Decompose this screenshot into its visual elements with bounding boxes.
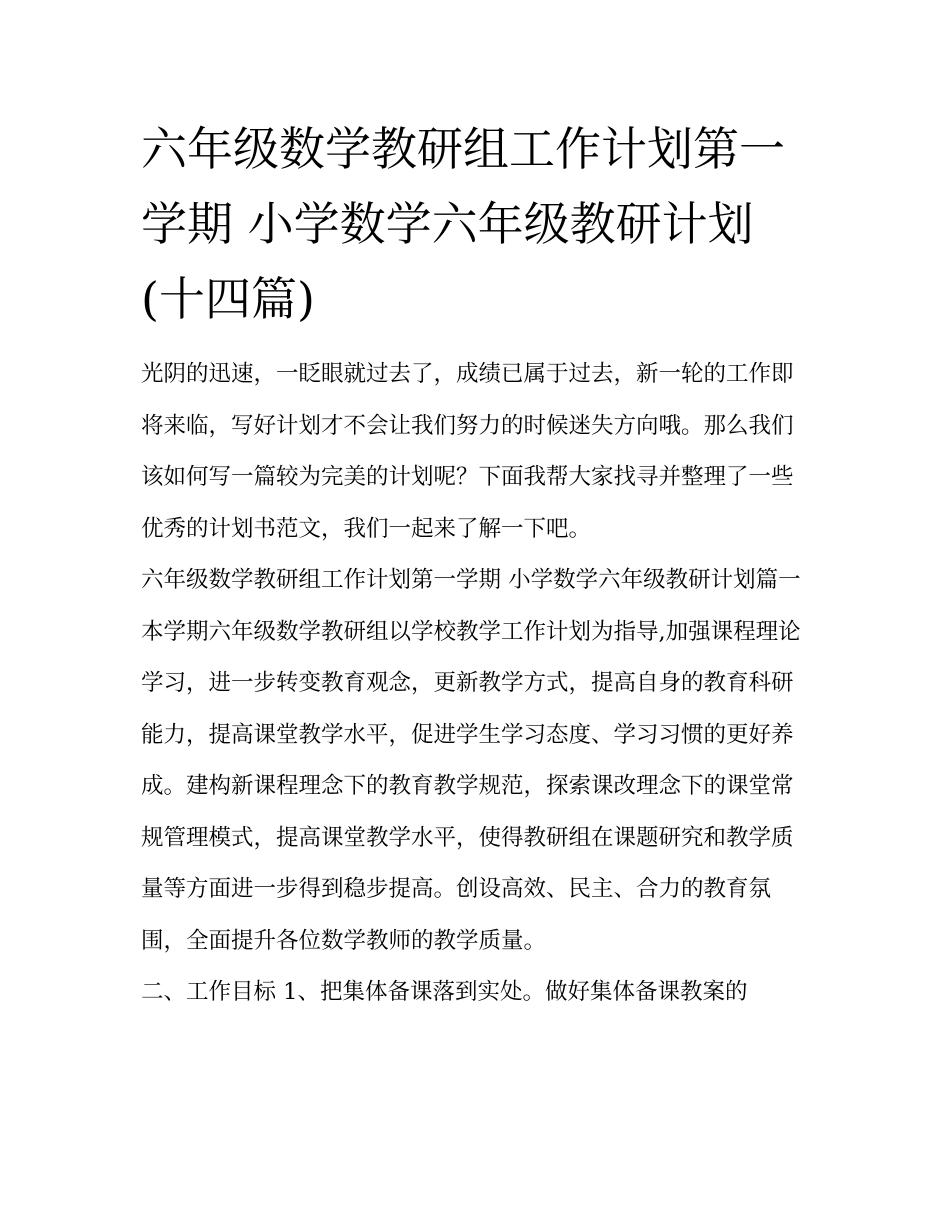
section-heading: 六年级数学教研组工作计划第一学期 小学数学六年级教研计划篇一: [141, 567, 801, 593]
body-paragraph: 本学期六年级数学教研组以学校教学工作计划为指导,加强课程理论学习，进一步转变教育观念，更新教学方式，提高自身的教育科研能力，提高课堂教学水平，促进学生学习态度、学习习惯的更好养成。建构新课程理念下的教育教学规范，探索课改理念下的课堂常规管理模式，提高课堂教学水平，使得教研组在课题研究和教学质量等方面进一步得到稳步提高。创设高效、民主、合力的教育氛围，全面提升各位数学教师的教学质量。: [141, 618, 801, 954]
document-title: 六年级数学教研组工作计划第一学期 小学数学六年级教研计划(十四篇): [141, 122, 785, 326]
document-content: [141, 112, 813, 1019]
goals-paragraph: 二、工作目标 1、把集体备课落到实处。做好集体备课教案的: [141, 979, 748, 1005]
document-body: [141, 349, 813, 1019]
intro-paragraph: 光阴的迅速，一眨眼就过去了，成绩已属于过去，新一轮的工作即将来临，写好计划才不会让我们努力的时候迷失方向哦。那么我们该如何写一篇较为完美的计划呢？下面我帮大家找寻并整理了一些优秀的计划书范文，我们一起来了解一下吧。: [141, 361, 794, 542]
